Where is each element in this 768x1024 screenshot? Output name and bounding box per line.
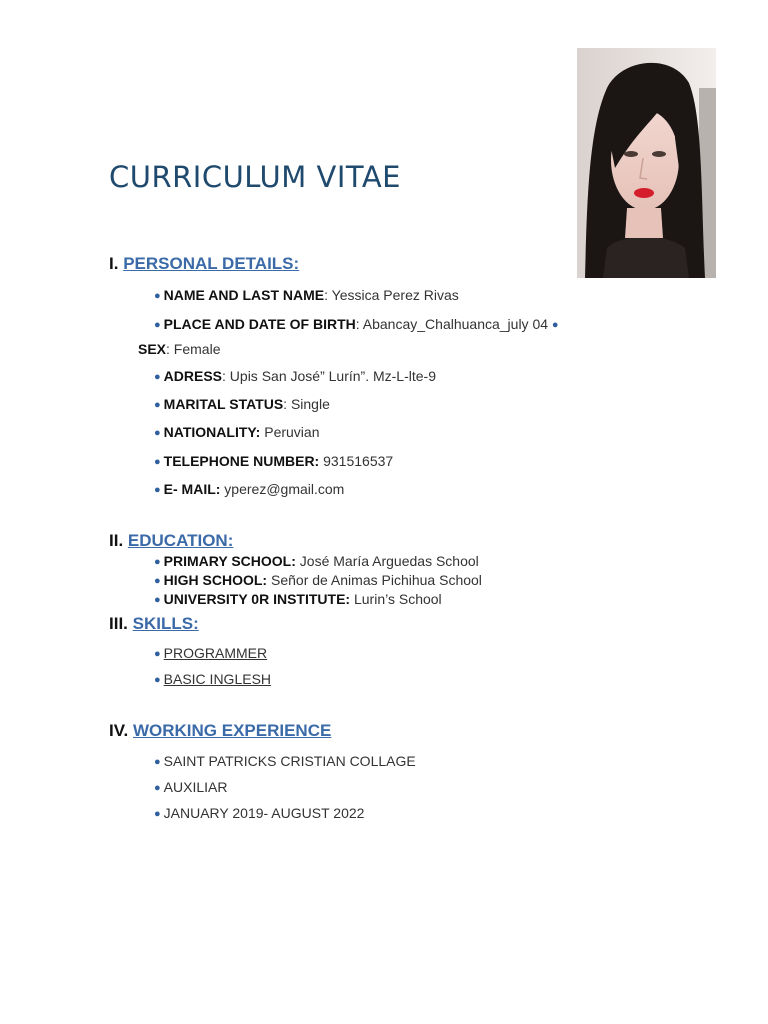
section-heading-working-experience <box>109 721 331 741</box>
experience-text: JANUARY 2019- AUGUST 2022 <box>163 805 365 821</box>
detail-value: : Yessica Perez Rivas <box>324 287 459 303</box>
detail-value: yperez@gmail.com <box>220 481 345 497</box>
detail-birth <box>154 315 562 335</box>
detail-telephone <box>154 452 393 472</box>
detail-value: Peruvian <box>260 424 320 440</box>
bullet-icon: ● <box>154 456 161 468</box>
detail-label: NAME AND LAST NAME <box>163 287 325 303</box>
section-title: PERSONAL DETAILS: <box>123 254 300 273</box>
detail-label: MARITAL STATUS <box>163 396 284 412</box>
experience-item <box>154 778 227 798</box>
detail-label: PRIMARY SCHOOL: <box>163 553 296 569</box>
bullet-icon: ● <box>154 782 161 794</box>
section-heading-skills <box>109 614 199 634</box>
section-heading-education <box>109 531 233 551</box>
detail-value: Lurin’s School <box>350 591 442 607</box>
detail-label: HIGH SCHOOL: <box>163 572 268 588</box>
detail-marital-status <box>154 395 330 415</box>
education-primary <box>154 552 479 572</box>
education-high-school <box>154 571 482 591</box>
bullet-icon: ● <box>551 319 559 331</box>
bullet-icon: ● <box>154 575 161 587</box>
detail-label: ADRESS <box>163 368 223 384</box>
section-number: III. <box>109 614 128 633</box>
skill-text: BASIC INGLESH <box>163 671 272 687</box>
section-title: WORKING EXPERIENCE <box>132 721 332 740</box>
bullet-icon: ● <box>154 319 161 331</box>
detail-label: UNIVERSITY 0R INSTITUTE: <box>163 591 351 607</box>
education-university <box>154 590 442 610</box>
section-number: II. <box>109 531 124 550</box>
portrait-photo-icon <box>577 48 716 278</box>
detail-address <box>154 367 436 387</box>
detail-label: NATIONALITY: <box>163 424 261 440</box>
bullet-icon: ● <box>154 399 161 411</box>
bullet-icon: ● <box>154 594 161 606</box>
section-heading-personal-details <box>109 254 299 274</box>
detail-nationality <box>154 423 320 443</box>
detail-email <box>154 480 344 500</box>
detail-value: Señor de Animas Pichihua School <box>267 572 482 588</box>
experience-text: AUXILIAR <box>163 779 228 795</box>
skill-item <box>154 644 267 664</box>
bullet-icon: ● <box>154 427 161 439</box>
section-number: I. <box>109 254 119 273</box>
page-title: CURRICULUM VITAE <box>109 160 401 194</box>
detail-value: : Upis San José” Lurín”. Mz-L-lte-9 <box>222 368 436 384</box>
detail-value: : Female <box>166 341 221 357</box>
experience-text: SAINT PATRICKS CRISTIAN COLLAGE <box>163 753 416 769</box>
bullet-icon: ● <box>154 648 161 660</box>
detail-label: E- MAIL: <box>163 481 221 497</box>
detail-value: 931516537 <box>319 453 394 469</box>
bullet-icon: ● <box>154 674 161 686</box>
skill-text: PROGRAMMER <box>163 645 268 661</box>
detail-label: PLACE AND DATE OF BIRTH <box>163 316 356 332</box>
detail-value: : Single <box>283 396 330 412</box>
detail-name <box>154 286 459 306</box>
bullet-icon: ● <box>154 756 161 768</box>
section-number: IV. <box>109 721 129 740</box>
detail-sex <box>138 340 220 358</box>
experience-item <box>154 804 364 824</box>
section-title: SKILLS: <box>132 614 199 633</box>
bullet-icon: ● <box>154 556 161 568</box>
detail-label: SEX <box>138 341 167 357</box>
detail-value: : Abancay_Chalhuanca_july 04 <box>355 316 549 332</box>
bullet-icon: ● <box>154 290 161 302</box>
detail-value: José María Arguedas School <box>295 553 479 569</box>
bullet-icon: ● <box>154 808 161 820</box>
experience-item <box>154 752 416 772</box>
section-title: EDUCATION: <box>127 531 234 550</box>
skill-item <box>154 670 271 690</box>
portrait-photo <box>577 48 716 278</box>
bullet-icon: ● <box>154 484 161 496</box>
bullet-icon: ● <box>154 371 161 383</box>
detail-label: TELEPHONE NUMBER: <box>163 453 320 469</box>
